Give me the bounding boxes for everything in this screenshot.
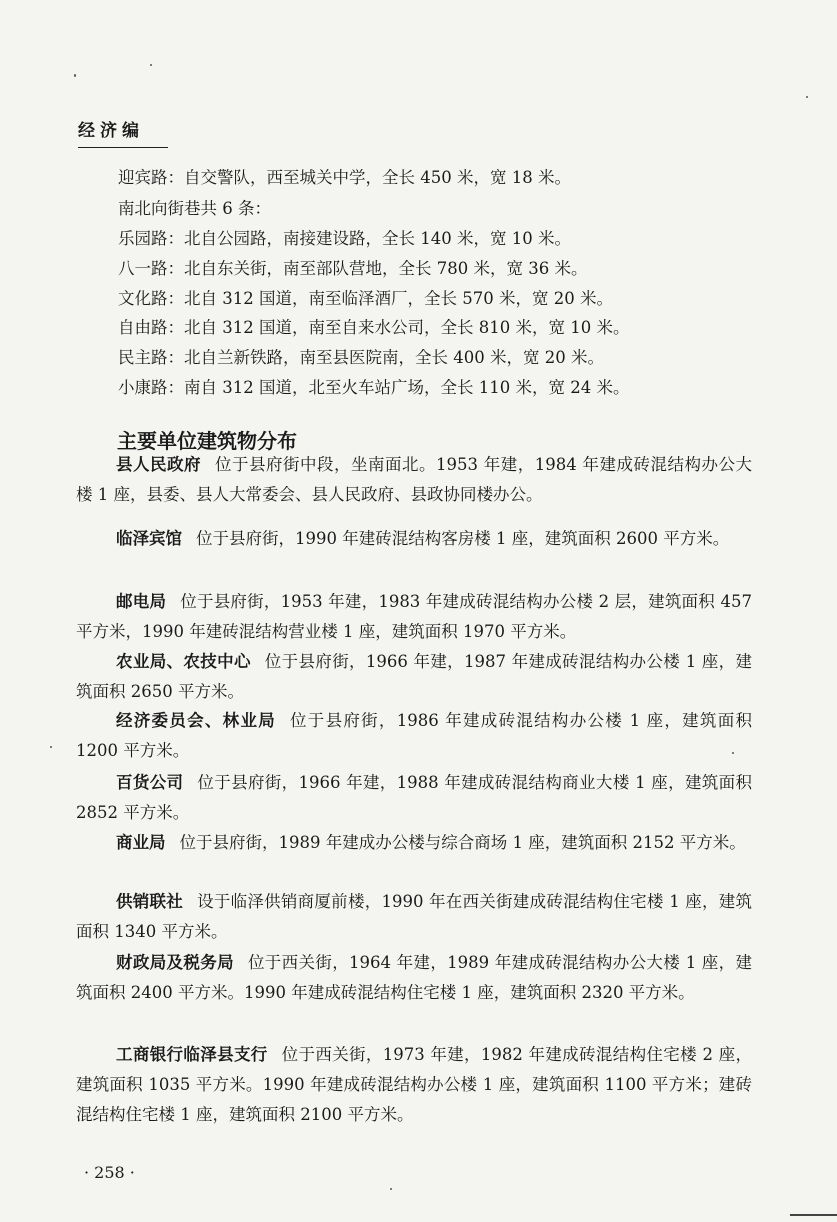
entry-name: 财政局及税务局 — [116, 953, 234, 972]
entry-text: 位于县府街，1953 年建，1983 年建成砖混结构办公楼 2 层，建筑面积 457 平方米，1990 年建砖混结构营业楼 1 座，建筑面积 1970 平方米。 — [76, 592, 753, 641]
street-line: 自由路：北自 312 国道，南至自来水公司，全长 810 米，宽 10 米。 — [118, 318, 630, 337]
entry-text: 位于县府街中段，坐南面北。1953 年建，1984 年建成砖混结构办公大楼 1 座，县委、县人大常委会、县人民政府、县政协同楼办公。 — [76, 455, 753, 504]
entry-text: 位于西关街，1973 年建，1982 年建成砖混结构住宅楼 2 座，建筑面积 1035 平方米。1990 年建成砖混结构办公楼 1 座，建筑面积 1100 平方米；建砖混结构住宅楼 1 座，建筑面积 2100 平方米。 — [76, 1045, 753, 1124]
building-entry — [76, 1040, 752, 1130]
entry-text: 位于县府街，1966 年建，1987 年建成砖混结构办公楼 1 座，建筑面积 2650 平方米。 — [76, 652, 752, 701]
entry-text: 位于西关街，1964 年建，1989 年建成砖混结构办公大楼 1 座，建筑面积 2400 平方米。1990 年建成砖混结构住宅楼 1 座，建筑面积 2320 平方米。 — [76, 953, 752, 1002]
building-entry — [76, 887, 752, 947]
page-number: · 258 · — [84, 1163, 135, 1182]
running-head: 经济编 — [78, 116, 168, 148]
entry-text: 位于县府街，1986 年建成砖混结构办公楼 1 座，建筑面积 1200 平方米。 — [76, 711, 752, 760]
street-line: 民主路：北自兰新铁路，南至县医院南，全长 400 米，宽 20 米。 — [118, 348, 604, 367]
building-entry — [76, 768, 752, 828]
section-title: 主要单位建筑物分布 — [117, 429, 297, 453]
entry-name: 农业局、农技中心 — [116, 652, 251, 671]
street-line: 乐园路：北自公园路，南接建设路，全长 140 米，宽 10 米。 — [118, 229, 571, 248]
building-entry — [76, 706, 752, 766]
entry-name: 邮电局 — [116, 592, 167, 611]
entry-text: 位于县府街，1990 年建砖混结构客房楼 1 座，建筑面积 2600 平方米。 — [196, 529, 730, 548]
street-line: 迎宾路：自交警队，西至城关中学，全长 450 米，宽 18 米。 — [118, 168, 571, 187]
scan-speck — [150, 64, 152, 66]
scan-speck — [732, 752, 734, 754]
street-line: 八一路：北自东关街，南至部队营地，全长 780 米，宽 36 米。 — [118, 259, 588, 278]
entry-name: 百货公司 — [116, 773, 184, 792]
street-line: 文化路：北自 312 国道，南至临泽酒厂，全长 570 米，宽 20 米。 — [118, 289, 613, 308]
entry-text: 位于县府街，1989 年建成办公楼与综合商场 1 座，建筑面积 2152 平方米。 — [179, 833, 746, 852]
entry-name: 工商银行临泽县支行 — [116, 1045, 268, 1064]
scan-speck — [74, 74, 76, 77]
entry-text: 位于县府街，1966 年建，1988 年建成砖混结构商业大楼 1 座，建筑面积 2852 平方米。 — [76, 773, 752, 822]
building-entry — [76, 647, 752, 707]
street-line: 南北向街巷共 6 条： — [118, 199, 271, 218]
entry-name: 县人民政府 — [116, 455, 202, 474]
entry-text: 设于临泽供销商厦前楼，1990 年在西关街建成砖混结构住宅楼 1 座，建筑面积 1340 平方米。 — [76, 892, 752, 941]
building-entry — [76, 450, 752, 510]
scan-edge — [790, 1214, 837, 1216]
scan-speck — [806, 96, 808, 98]
entry-name: 供销联社 — [116, 892, 184, 911]
entry-name: 临泽宾馆 — [116, 529, 182, 548]
building-entry — [76, 828, 752, 858]
entry-name: 经济委员会、林业局 — [116, 711, 277, 730]
building-entry — [76, 524, 752, 554]
building-entry — [76, 587, 752, 647]
building-entry — [76, 948, 752, 1008]
street-line: 小康路：南自 312 国道，北至火车站广场，全长 110 米，宽 24 米。 — [118, 378, 630, 397]
entry-name: 商业局 — [116, 833, 166, 852]
scan-speck — [390, 1188, 392, 1190]
scan-speck — [50, 746, 52, 748]
